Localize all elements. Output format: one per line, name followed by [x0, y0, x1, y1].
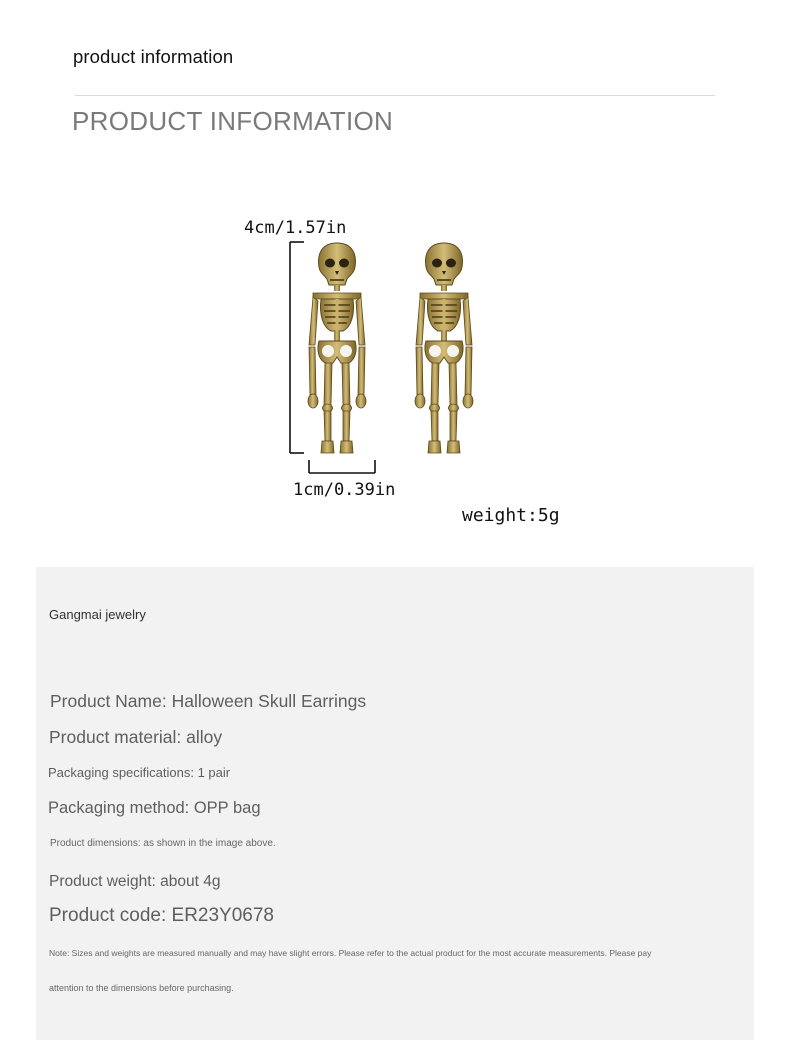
packaging-method: Packaging method: OPP bag — [48, 799, 261, 817]
section-title: PRODUCT INFORMATION — [72, 106, 394, 136]
product-code: Product code: ER23Y0678 — [49, 905, 274, 926]
weight-label: weight:5g — [462, 505, 560, 526]
right-skeleton-earring — [415, 243, 473, 453]
width-dimension-bracket — [309, 460, 375, 473]
width-label: 1cm/0.39in — [293, 480, 396, 500]
header-small-title: product information — [73, 46, 234, 67]
note-line-2: attention to the dimensions before purchasing. — [49, 983, 234, 993]
left-skeleton-earring — [308, 243, 366, 453]
note-line-1: Note: Sizes and weights are measured manually and may have slight errors. Please refer to the actual product for the most accurate measurements. Please pay — [49, 948, 652, 958]
header-divider — [75, 95, 715, 96]
brand-name: Gangmai jewelry — [49, 607, 146, 622]
height-label: 4cm/1.57in — [244, 218, 347, 238]
earrings-illustration — [192, 150, 602, 560]
product-info-panel — [36, 567, 754, 1040]
product-image — [192, 150, 602, 560]
product-material: Product material: alloy — [49, 727, 223, 747]
packaging-spec: Packaging specifications: 1 pair — [48, 765, 231, 780]
product-name: Product Name: Halloween Skull Earrings — [50, 691, 367, 711]
product-dimensions: Product dimensions: as shown in the image above. — [50, 838, 276, 849]
product-weight: Product weight: about 4g — [49, 873, 221, 890]
height-dimension-bracket — [290, 242, 304, 453]
